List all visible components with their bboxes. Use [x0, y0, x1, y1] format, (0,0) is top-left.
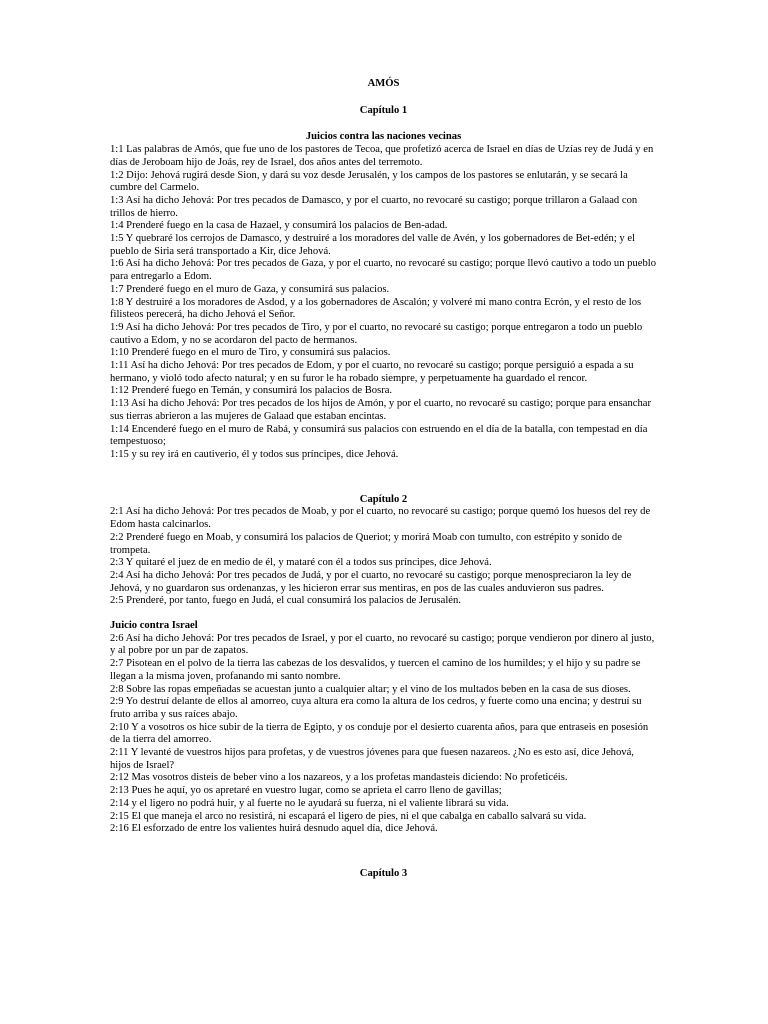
verse: 2:13 Pues he aquí, yo os apretaré en vuestro lugar, como se aprieta el carro lleno de gavillas; [110, 785, 502, 797]
verse: 2:9 Yo destruí delante de ellos al amorreo, cuya altura era como la altura de los cedros, y fuerte como una encina; y destruí su fruto arriba y sus raíces abajo. [110, 696, 642, 720]
spacer [110, 608, 657, 620]
chapter-2-verses-b [110, 633, 657, 836]
verse: 2:10 Y a vosotros os hice subir de la tierra de Egipto, y os conduje por el desierto cuarenta años, para que entraseis en posesión de la tierra del amorreo. [110, 721, 649, 746]
verse: 1:2 Dijo: Jehová rugirá desde Sion, y dará su voz desde Jerusalén, y los campos de los pastores se enlutarán, y se secará la cumbre del Carmelo. [110, 169, 628, 194]
verse: 2:3 Y quitaré el juez de en medio de él, y mataré con él a todos sus príncipes, dice Jehová. [110, 557, 492, 569]
verse: 1:15 y su rey irá en cautiverio, él y todos sus príncipes, dice Jehová. [110, 448, 399, 460]
verse: 2:7 Pisotean en el polvo de la tierra las cabezas de los desvalidos, y tuercen el camino de los humildes; y el hijo y su padre se llegan a la misma joven, profanando mi santo nombre. [110, 658, 641, 682]
verse: 2:1 Así ha dicho Jehová: Por tres pecados de Moab, y por el cuarto, no revocaré su castigo; porque quemó los huesos del rey de Edom hasta calcinarlos. [110, 506, 651, 531]
chapter-1-heading: Capítulo 1 [359, 104, 408, 116]
verse: 1:3 Así ha dicho Jehová: Por tres pecados de Damasco, y por el cuarto, no revocaré su castigo; porque trillaron a Galaad con trillos de hierro. [110, 194, 638, 219]
chapter-1-verses [110, 144, 657, 462]
verse: 1:11 Así ha dicho Jehová: Por tres pecados de Edom, y por el cuarto, no revocaré su castigo; porque persiguió a espada a su hermano, y violó todo afecto natural; y en su furor le ha robado siempre, y perpetuamente ha guardado el rencor. [110, 360, 634, 384]
chapter-2-verses-a [110, 506, 657, 608]
verse: 1:12 Prenderé fuego en Temán, y consumirá los palacios de Bosra. [110, 385, 393, 397]
verse: 1:4 Prenderé fuego en la casa de Hazael, y consumirá los palacios de Ben-adad. [110, 220, 448, 232]
verse: 1:9 Así ha dicho Jehová: Por tres pecados de Tiro, y por el cuarto, no revocaré su castigo; porque entregaron a todo un pueblo cautivo a Edom, y no se acordaron del pacto de hermanos. [110, 321, 643, 346]
spacer [110, 462, 657, 494]
chapter-2-heading: Capítulo 2 [359, 493, 408, 505]
verse: 2:12 Mas vosotros disteis de beber vino a los nazareos, y a los profetas mandasteis diciendo: No profeticéis. [110, 772, 568, 784]
verse: 2:14 y el ligero no podrá huir, y al fuerte no le ayudará su fuerza, ni el valiente librará su vida. [110, 797, 509, 809]
chapter-3-heading: Capítulo 3 [359, 867, 408, 879]
verse: 1:5 Y quebraré los cerrojos de Damasco, y destruiré a los moradores del valle de Avén, y los gobernadores de Bet-edén; y el pueblo de Siria será transportado a Kir, dice Jehová. [110, 233, 635, 257]
verse: 1:1 Las palabras de Amós, que fue uno de los pastores de Tecoa, que profetizó acerca de Israel en días de Uzías rey de Judá y en días de Jeroboam hijo de Joás, rey de Israel, dos años antes del terremoto. [110, 144, 654, 168]
verse: 1:7 Prenderé fuego en el muro de Gaza, y consumirá sus palacios. [110, 283, 390, 295]
verse: 1:13 Así ha dicho Jehová: Por tres pecados de los hijos de Amón, y por el cuarto, no revocaré su castigo; porque para ensanchar sus tierras abrieron a las mujeres de Galaad que estaban encintas. [110, 398, 652, 422]
document-page [110, 78, 657, 881]
verse: 2:16 El esforzado de entre los valientes huirá desnudo aquel día, dice Jehová. [110, 823, 438, 835]
verse: 1:14 Encenderé fuego en el muro de Rabá, y consumirá sus palacios con estruendo en el día de la batalla, con tempestad en día tempestuoso; [110, 423, 648, 448]
verse: 2:8 Sobre las ropas empeñadas se acuestan junto a cualquier altar; y el vino de los multados beben en la casa de sus dioses. [110, 683, 631, 695]
verse: 2:15 El que maneja el arco no resistirá, ni escapará el ligero de pies, ni el que cabalga en caballo salvará su vida. [110, 810, 587, 822]
verse: 1:6 Así ha dicho Jehová: Por tres pecados de Gaza, y por el cuarto, no revocaré su castigo; porque llevó cautivo a todo un pueblo para entregarlo a Edom. [110, 258, 657, 283]
verse: 1:10 Prenderé fuego en el muro de Tiro, y consumirá sus palacios. [110, 347, 391, 359]
verse: 2:11 Y levanté de vuestros hijos para profetas, y de vuestros jóvenes para que fuesen nazareos. ¿No es esto así, dice Jehová, hijos de Israel? [110, 747, 634, 771]
verse: 2:4 Así ha dicho Jehová: Por tres pecados de Judá, y por el cuarto, no revocaré su castigo; porque menospreciaron la ley de Jehová, y no guardaron sus ordenanzas, y les hicieron errar sus mentiras, en pos de las cuales anduvieron sus padres. [110, 569, 632, 594]
chapter-1-section-heading: Juicios contra las naciones vecinas [305, 131, 462, 143]
verse: 2:6 Así ha dicho Jehová: Por tres pecados de Israel, y por el cuarto, no revocaré su castigo; porque vendieron por dinero al justo, y al pobre por un par de zapatos. [110, 632, 655, 657]
spacer [110, 836, 657, 868]
verse: 2:5 Prenderé, por tanto, fuego en Judá, el cual consumirá los palacios de Jerusalén. [110, 595, 461, 607]
verse: 1:8 Y destruiré a los moradores de Asdod, y a los gobernadores de Ascalón; y volveré mi mano contra Ecrón, y el resto de los filisteos perecerá, ha dicho Jehová el Señor. [110, 296, 642, 321]
chapter-2-section-heading: Juicio contra Israel [110, 620, 198, 632]
verse: 2:2 Prenderé fuego en Moab, y consumirá los palacios de Queriot; y morirá Moab con tumulto, con estrépito y sonido de trompeta. [110, 531, 622, 556]
book-title: AMÓS [367, 78, 400, 89]
